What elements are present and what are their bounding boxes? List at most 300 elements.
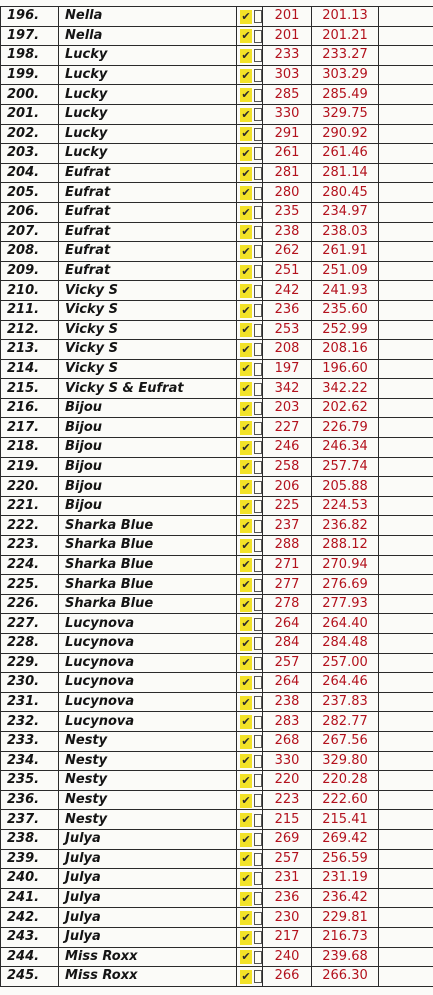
row-value-exact: 284.48	[312, 634, 379, 654]
row-value-rounded: 277	[263, 575, 312, 595]
row-name: Sharka Blue	[59, 575, 237, 595]
row-name: Bijou	[59, 457, 237, 477]
row-name: Nella	[59, 7, 237, 27]
table-row	[1, 516, 433, 536]
row-value-rounded: 264	[263, 614, 312, 634]
checkmark-icon: ✔	[241, 127, 251, 141]
checkmark-icon: ✔	[241, 734, 251, 748]
checkmark-icon: ✔	[241, 225, 251, 239]
row-number: 231.	[1, 692, 59, 712]
row-value-rounded: 266	[263, 967, 312, 987]
row-empty-cell	[379, 653, 433, 673]
row-value-rounded: 278	[263, 594, 312, 614]
row-value-rounded: 197	[263, 359, 312, 379]
row-empty-cell	[379, 7, 433, 27]
row-value-exact: 276.69	[312, 575, 379, 595]
row-check-cell	[237, 222, 263, 242]
row-name: Lucynova	[59, 712, 237, 732]
empty-checkbox-icon	[254, 441, 262, 454]
row-empty-cell	[379, 594, 433, 614]
row-name: Lucynova	[59, 673, 237, 693]
row-empty-cell	[379, 261, 433, 281]
row-check-cell	[237, 320, 263, 340]
row-value-exact: 231.19	[312, 869, 379, 889]
checkmark-icon: ✔	[241, 597, 251, 611]
table-row	[1, 849, 433, 869]
row-empty-cell	[379, 104, 433, 124]
row-value-rounded: 330	[263, 104, 312, 124]
row-name: Lucynova	[59, 634, 237, 654]
row-check-cell	[237, 829, 263, 849]
table-row	[1, 104, 433, 124]
empty-checkbox-icon	[254, 108, 262, 121]
row-empty-cell	[379, 555, 433, 575]
row-name: Julya	[59, 908, 237, 928]
row-empty-cell	[379, 536, 433, 556]
table-row	[1, 183, 433, 203]
row-empty-cell	[379, 849, 433, 869]
row-name: Julya	[59, 849, 237, 869]
row-name: Lucynova	[59, 653, 237, 673]
checkmark-icon: ✔	[241, 773, 251, 787]
row-empty-cell	[379, 947, 433, 967]
table-row	[1, 673, 433, 693]
row-check-cell	[237, 26, 263, 46]
row-value-exact: 226.79	[312, 418, 379, 438]
empty-checkbox-icon	[254, 245, 262, 258]
row-check-cell	[237, 163, 263, 183]
row-value-exact: 288.12	[312, 536, 379, 556]
row-value-exact: 281.14	[312, 163, 379, 183]
row-check-cell	[237, 888, 263, 908]
empty-checkbox-icon	[254, 481, 262, 494]
empty-checkbox-icon	[254, 128, 262, 141]
table-row	[1, 692, 433, 712]
row-value-exact: 257.00	[312, 653, 379, 673]
checkmark-icon: ✔	[241, 538, 251, 552]
row-empty-cell	[379, 300, 433, 320]
empty-checkbox-icon	[254, 774, 262, 787]
row-value-exact: 236.82	[312, 516, 379, 536]
row-name: Lucky	[59, 104, 237, 124]
empty-checkbox-icon	[254, 167, 262, 180]
checkmark-icon: ✔	[241, 480, 251, 494]
row-check-cell	[237, 202, 263, 222]
row-value-rounded: 268	[263, 731, 312, 751]
checkmark-icon: ✔	[241, 793, 251, 807]
row-name: Eufrat	[59, 183, 237, 203]
row-number: 198.	[1, 46, 59, 66]
row-value-rounded: 251	[263, 261, 312, 281]
table-row	[1, 967, 433, 987]
row-value-exact: 220.28	[312, 771, 379, 791]
row-number: 242.	[1, 908, 59, 928]
table-row	[1, 340, 433, 360]
table-row	[1, 261, 433, 281]
empty-checkbox-icon	[254, 853, 262, 866]
empty-checkbox-icon	[254, 49, 262, 62]
table-row	[1, 771, 433, 791]
row-number: 245.	[1, 967, 59, 987]
row-check-cell	[237, 908, 263, 928]
row-name: Sharka Blue	[59, 594, 237, 614]
empty-checkbox-icon	[254, 951, 262, 964]
row-value-exact: 202.62	[312, 398, 379, 418]
row-value-exact: 264.46	[312, 673, 379, 693]
checkmark-icon: ✔	[241, 813, 251, 827]
table-row	[1, 202, 433, 222]
row-value-rounded: 225	[263, 496, 312, 516]
row-value-rounded: 231	[263, 869, 312, 889]
row-check-cell	[237, 536, 263, 556]
row-number: 239.	[1, 849, 59, 869]
checkmark-icon: ✔	[241, 950, 251, 964]
row-number: 226.	[1, 594, 59, 614]
row-value-rounded: 283	[263, 712, 312, 732]
row-value-exact: 267.56	[312, 731, 379, 751]
row-value-exact: 256.59	[312, 849, 379, 869]
checkmark-icon: ✔	[241, 146, 251, 160]
row-check-cell	[237, 104, 263, 124]
row-check-cell	[237, 46, 263, 66]
row-check-cell	[237, 300, 263, 320]
row-number: 221.	[1, 496, 59, 516]
row-value-exact: 290.92	[312, 124, 379, 144]
checkmark-icon: ✔	[241, 284, 251, 298]
table-row	[1, 751, 433, 771]
checkmark-icon: ✔	[241, 88, 251, 102]
row-check-cell	[237, 712, 263, 732]
empty-checkbox-icon	[254, 363, 262, 376]
row-value-exact: 342.22	[312, 379, 379, 399]
checkmark-icon: ✔	[241, 401, 251, 415]
row-value-rounded: 208	[263, 340, 312, 360]
row-empty-cell	[379, 183, 433, 203]
row-check-cell	[237, 183, 263, 203]
row-empty-cell	[379, 673, 433, 693]
empty-checkbox-icon	[254, 500, 262, 513]
table-row	[1, 594, 433, 614]
row-value-exact: 270.94	[312, 555, 379, 575]
row-value-rounded: 227	[263, 418, 312, 438]
row-name: Eufrat	[59, 202, 237, 222]
checkmark-icon: ✔	[241, 460, 251, 474]
empty-checkbox-icon	[254, 735, 262, 748]
row-empty-cell	[379, 614, 433, 634]
row-check-cell	[237, 555, 263, 575]
row-check-cell	[237, 594, 263, 614]
table-row	[1, 614, 433, 634]
checkmark-icon: ✔	[241, 342, 251, 356]
checkmark-icon: ✔	[241, 166, 251, 180]
empty-checkbox-icon	[254, 69, 262, 82]
row-number: 201.	[1, 104, 59, 124]
row-name: Lucynova	[59, 614, 237, 634]
row-empty-cell	[379, 634, 433, 654]
row-value-rounded: 238	[263, 222, 312, 242]
row-empty-cell	[379, 222, 433, 242]
row-number: 238.	[1, 829, 59, 849]
row-value-rounded: 288	[263, 536, 312, 556]
row-check-cell	[237, 379, 263, 399]
table-row	[1, 908, 433, 928]
row-number: 197.	[1, 26, 59, 46]
row-empty-cell	[379, 438, 433, 458]
checkmark-icon: ✔	[241, 754, 251, 768]
row-value-exact: 266.30	[312, 967, 379, 987]
table-row	[1, 281, 433, 301]
empty-checkbox-icon	[254, 912, 262, 925]
row-value-exact: 236.42	[312, 888, 379, 908]
checkmark-icon: ✔	[241, 832, 251, 846]
table-row	[1, 438, 433, 458]
table-row	[1, 7, 433, 27]
row-number: 240.	[1, 869, 59, 889]
row-name: Bijou	[59, 477, 237, 497]
row-empty-cell	[379, 379, 433, 399]
row-check-cell	[237, 692, 263, 712]
checkmark-icon: ✔	[241, 558, 251, 572]
row-number: 196.	[1, 7, 59, 27]
row-empty-cell	[379, 790, 433, 810]
table-row	[1, 300, 433, 320]
row-empty-cell	[379, 771, 433, 791]
row-value-rounded: 235	[263, 202, 312, 222]
row-empty-cell	[379, 692, 433, 712]
row-value-rounded: 223	[263, 790, 312, 810]
row-number: 216.	[1, 398, 59, 418]
row-empty-cell	[379, 516, 433, 536]
row-value-exact: 208.16	[312, 340, 379, 360]
checkmark-icon: ✔	[241, 48, 251, 62]
row-empty-cell	[379, 731, 433, 751]
row-name: Vicky S & Eufrat	[59, 379, 237, 399]
row-value-exact: 280.45	[312, 183, 379, 203]
row-check-cell	[237, 751, 263, 771]
row-value-rounded: 236	[263, 300, 312, 320]
row-empty-cell	[379, 398, 433, 418]
table-row	[1, 536, 433, 556]
row-check-cell	[237, 967, 263, 987]
row-value-rounded: 342	[263, 379, 312, 399]
row-value-rounded: 201	[263, 26, 312, 46]
table-row	[1, 810, 433, 830]
table-row	[1, 26, 433, 46]
row-empty-cell	[379, 457, 433, 477]
empty-checkbox-icon	[254, 343, 262, 356]
row-number: 228.	[1, 634, 59, 654]
table-row	[1, 242, 433, 262]
row-value-exact: 201.21	[312, 26, 379, 46]
row-number: 215.	[1, 379, 59, 399]
row-value-exact: 329.80	[312, 751, 379, 771]
row-number: 212.	[1, 320, 59, 340]
records-table	[0, 6, 433, 987]
checkmark-icon: ✔	[241, 871, 251, 885]
row-number: 203.	[1, 144, 59, 164]
row-name: Nesty	[59, 731, 237, 751]
table-row	[1, 555, 433, 575]
row-check-cell	[237, 65, 263, 85]
checkmark-icon: ✔	[241, 205, 251, 219]
empty-checkbox-icon	[254, 147, 262, 160]
row-check-cell	[237, 398, 263, 418]
row-check-cell	[237, 85, 263, 105]
checkmark-icon: ✔	[241, 695, 251, 709]
table-row	[1, 144, 433, 164]
row-check-cell	[237, 516, 263, 536]
row-value-rounded: 330	[263, 751, 312, 771]
empty-checkbox-icon	[254, 324, 262, 337]
row-name: Nella	[59, 26, 237, 46]
row-number: 243.	[1, 927, 59, 947]
row-value-exact: 261.46	[312, 144, 379, 164]
row-name: Nesty	[59, 751, 237, 771]
row-empty-cell	[379, 712, 433, 732]
row-check-cell	[237, 359, 263, 379]
checkmark-icon: ✔	[241, 519, 251, 533]
row-value-rounded: 201	[263, 7, 312, 27]
row-name: Sharka Blue	[59, 536, 237, 556]
row-check-cell	[237, 731, 263, 751]
row-value-rounded: 284	[263, 634, 312, 654]
table-row	[1, 477, 433, 497]
row-value-rounded: 253	[263, 320, 312, 340]
empty-checkbox-icon	[254, 755, 262, 768]
row-number: 205.	[1, 183, 59, 203]
row-value-exact: 235.60	[312, 300, 379, 320]
row-value-rounded: 264	[263, 673, 312, 693]
row-value-rounded: 220	[263, 771, 312, 791]
row-number: 219.	[1, 457, 59, 477]
row-number: 202.	[1, 124, 59, 144]
row-number: 230.	[1, 673, 59, 693]
row-empty-cell	[379, 124, 433, 144]
empty-checkbox-icon	[254, 226, 262, 239]
row-value-exact: 277.93	[312, 594, 379, 614]
row-value-rounded: 206	[263, 477, 312, 497]
table-row	[1, 829, 433, 849]
row-empty-cell	[379, 829, 433, 849]
row-name: Miss Roxx	[59, 947, 237, 967]
empty-checkbox-icon	[254, 285, 262, 298]
empty-checkbox-icon	[254, 10, 262, 23]
row-value-rounded: 269	[263, 829, 312, 849]
empty-checkbox-icon	[254, 618, 262, 631]
row-name: Bijou	[59, 398, 237, 418]
checkmark-icon: ✔	[241, 891, 251, 905]
row-empty-cell	[379, 85, 433, 105]
row-check-cell	[237, 575, 263, 595]
row-value-exact: 251.09	[312, 261, 379, 281]
row-value-rounded: 240	[263, 947, 312, 967]
row-number: 244.	[1, 947, 59, 967]
row-check-cell	[237, 7, 263, 27]
checkmark-icon: ✔	[241, 930, 251, 944]
row-check-cell	[237, 673, 263, 693]
empty-checkbox-icon	[254, 598, 262, 611]
empty-checkbox-icon	[254, 265, 262, 278]
row-number: 241.	[1, 888, 59, 908]
row-empty-cell	[379, 359, 433, 379]
table-row	[1, 85, 433, 105]
row-number: 217.	[1, 418, 59, 438]
row-number: 213.	[1, 340, 59, 360]
row-check-cell	[237, 477, 263, 497]
empty-checkbox-icon	[254, 539, 262, 552]
row-number: 199.	[1, 65, 59, 85]
row-value-rounded: 291	[263, 124, 312, 144]
row-check-cell	[237, 261, 263, 281]
empty-checkbox-icon	[254, 206, 262, 219]
row-name: Miss Roxx	[59, 967, 237, 987]
empty-checkbox-icon	[254, 559, 262, 572]
row-check-cell	[237, 144, 263, 164]
row-value-rounded: 262	[263, 242, 312, 262]
row-number: 237.	[1, 810, 59, 830]
row-name: Lucynova	[59, 692, 237, 712]
row-empty-cell	[379, 202, 433, 222]
row-value-exact: 303.29	[312, 65, 379, 85]
row-value-rounded: 230	[263, 908, 312, 928]
row-empty-cell	[379, 869, 433, 889]
row-number: 209.	[1, 261, 59, 281]
row-empty-cell	[379, 810, 433, 830]
row-value-exact: 237.83	[312, 692, 379, 712]
empty-checkbox-icon	[254, 30, 262, 43]
row-value-exact: 215.41	[312, 810, 379, 830]
row-number: 229.	[1, 653, 59, 673]
row-number: 208.	[1, 242, 59, 262]
table-row	[1, 653, 433, 673]
row-value-exact: 205.88	[312, 477, 379, 497]
row-value-exact: 261.91	[312, 242, 379, 262]
row-value-rounded: 258	[263, 457, 312, 477]
checkmark-icon: ✔	[241, 675, 251, 689]
checkmark-icon: ✔	[241, 440, 251, 454]
checkmark-icon: ✔	[241, 9, 251, 23]
table-row	[1, 790, 433, 810]
checkmark-icon: ✔	[241, 264, 251, 278]
row-name: Sharka Blue	[59, 555, 237, 575]
row-value-exact: 257.74	[312, 457, 379, 477]
checkmark-icon: ✔	[241, 382, 251, 396]
checkmark-icon: ✔	[241, 852, 251, 866]
row-value-exact: 201.13	[312, 7, 379, 27]
table-row	[1, 947, 433, 967]
row-check-cell	[237, 124, 263, 144]
table-row	[1, 634, 433, 654]
row-empty-cell	[379, 144, 433, 164]
empty-checkbox-icon	[254, 187, 262, 200]
row-value-exact: 246.34	[312, 438, 379, 458]
row-name: Nesty	[59, 810, 237, 830]
row-empty-cell	[379, 26, 433, 46]
table-row	[1, 46, 433, 66]
row-name: Eufrat	[59, 242, 237, 262]
empty-checkbox-icon	[254, 696, 262, 709]
row-number: 218.	[1, 438, 59, 458]
row-check-cell	[237, 947, 263, 967]
empty-checkbox-icon	[254, 402, 262, 415]
empty-checkbox-icon	[254, 304, 262, 317]
table-row	[1, 927, 433, 947]
row-check-cell	[237, 457, 263, 477]
table-row	[1, 869, 433, 889]
row-value-rounded: 203	[263, 398, 312, 418]
row-name: Eufrat	[59, 222, 237, 242]
checkmark-icon: ✔	[241, 636, 251, 650]
